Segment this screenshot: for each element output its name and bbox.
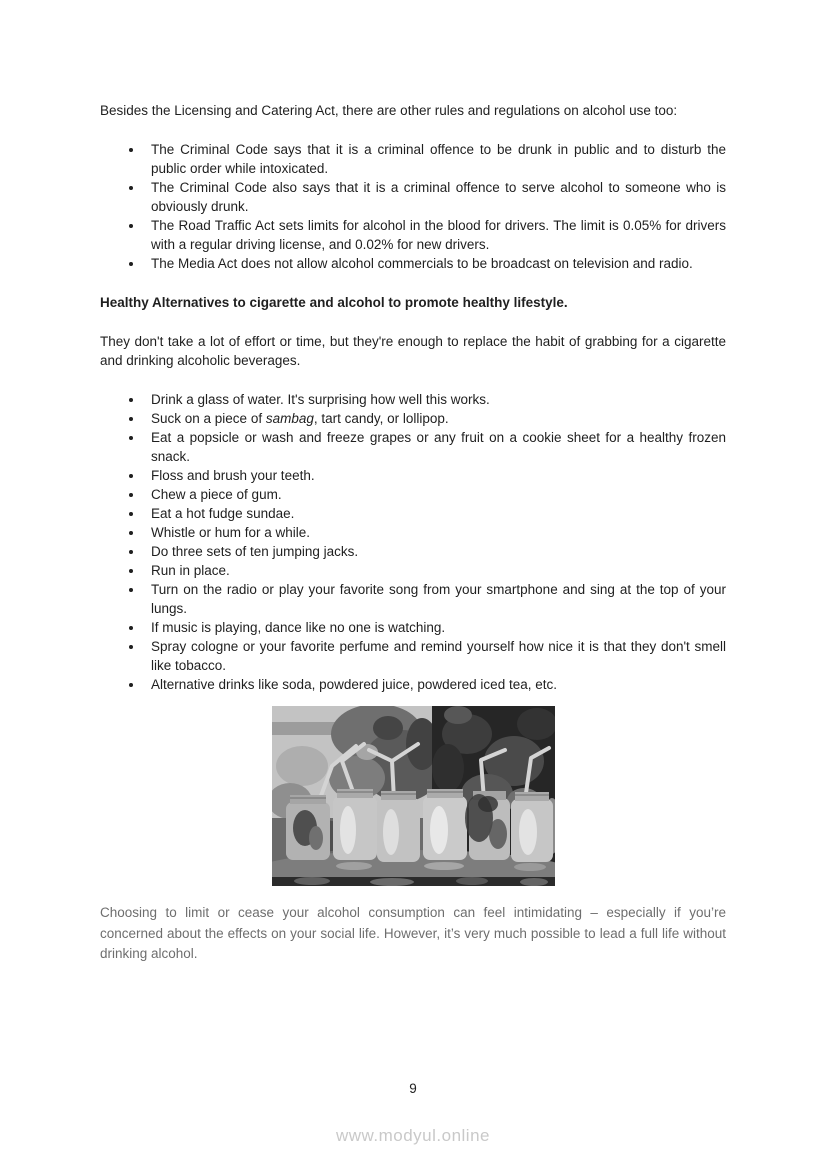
list-item <box>151 409 726 428</box>
list-item: The Criminal Code says that it is a criminal offence to be drunk in public and to disturb the public order while intoxicated. <box>151 142 726 176</box>
mason-jars-photo <box>272 706 555 886</box>
section-heading: Healthy Alternatives to cigarette and alcohol to promote healthy lifestyle. <box>100 295 568 310</box>
list-item-text: , tart candy, or lollipop. <box>313 411 449 426</box>
list-item: If music is playing, dance like no one is watching. <box>151 618 726 637</box>
list-item: Whistle or hum for a while. <box>151 523 726 542</box>
list-item: Do three sets of ten jumping jacks. <box>151 542 726 561</box>
list-item: Drink a glass of water. It's surprising how well this works. <box>151 390 726 409</box>
list-item: Spray cologne or your favorite perfume and remind yourself how nice it is that they don't smell like tobacco. <box>151 639 726 673</box>
list-item: The Road Traffic Act sets limits for alcohol in the blood for drivers. The limit is 0.05% for drivers with a regular driving license, and 0.02% for new drivers. <box>151 218 726 252</box>
list-item-italic-word: sambag <box>265 411 314 426</box>
regulations-list <box>100 140 726 273</box>
page-number: 9 <box>409 1081 417 1096</box>
list-item: Eat a popsicle or wash and freeze grapes or any fruit on a cookie sheet for a healthy frozen snack. <box>151 430 726 464</box>
watermark-text: www.modyul.online <box>335 1126 490 1145</box>
list-item: Chew a piece of gum. <box>151 485 726 504</box>
list-item: Alternative drinks like soda, powdered juice, powdered iced tea, etc. <box>151 675 726 694</box>
list-item: Eat a hot fudge sundae. <box>151 504 726 523</box>
list-item: Turn on the radio or play your favorite song from your smartphone and sing at the top of your lungs. <box>151 582 726 616</box>
section-intro-paragraph: They don't take a lot of effort or time, but they're enough to replace the habit of grabbing for a cigarette and drinking alcoholic beverages. <box>100 334 726 368</box>
list-item: Run in place. <box>151 561 726 580</box>
list-item-text: Suck on a piece of <box>151 411 266 426</box>
list-item: The Criminal Code also says that it is a criminal offence to serve alcohol to someone who is obviously drunk. <box>151 180 726 214</box>
page-body <box>100 0 726 965</box>
alternatives-list <box>100 390 726 694</box>
closing-paragraph: Choosing to limit or cease your alcohol consumption can feel intimidating – especially if you’re concerned about the effects on your social life. However, it’s very much possible to lead a full life without drinking alcohol. <box>100 905 726 961</box>
list-item: The Media Act does not allow alcohol commercials to be broadcast on television and radio. <box>151 254 726 273</box>
intro-paragraph: Besides the Licensing and Catering Act, there are other rules and regulations on alcohol use too: <box>100 103 678 118</box>
list-item: Floss and brush your teeth. <box>151 466 726 485</box>
